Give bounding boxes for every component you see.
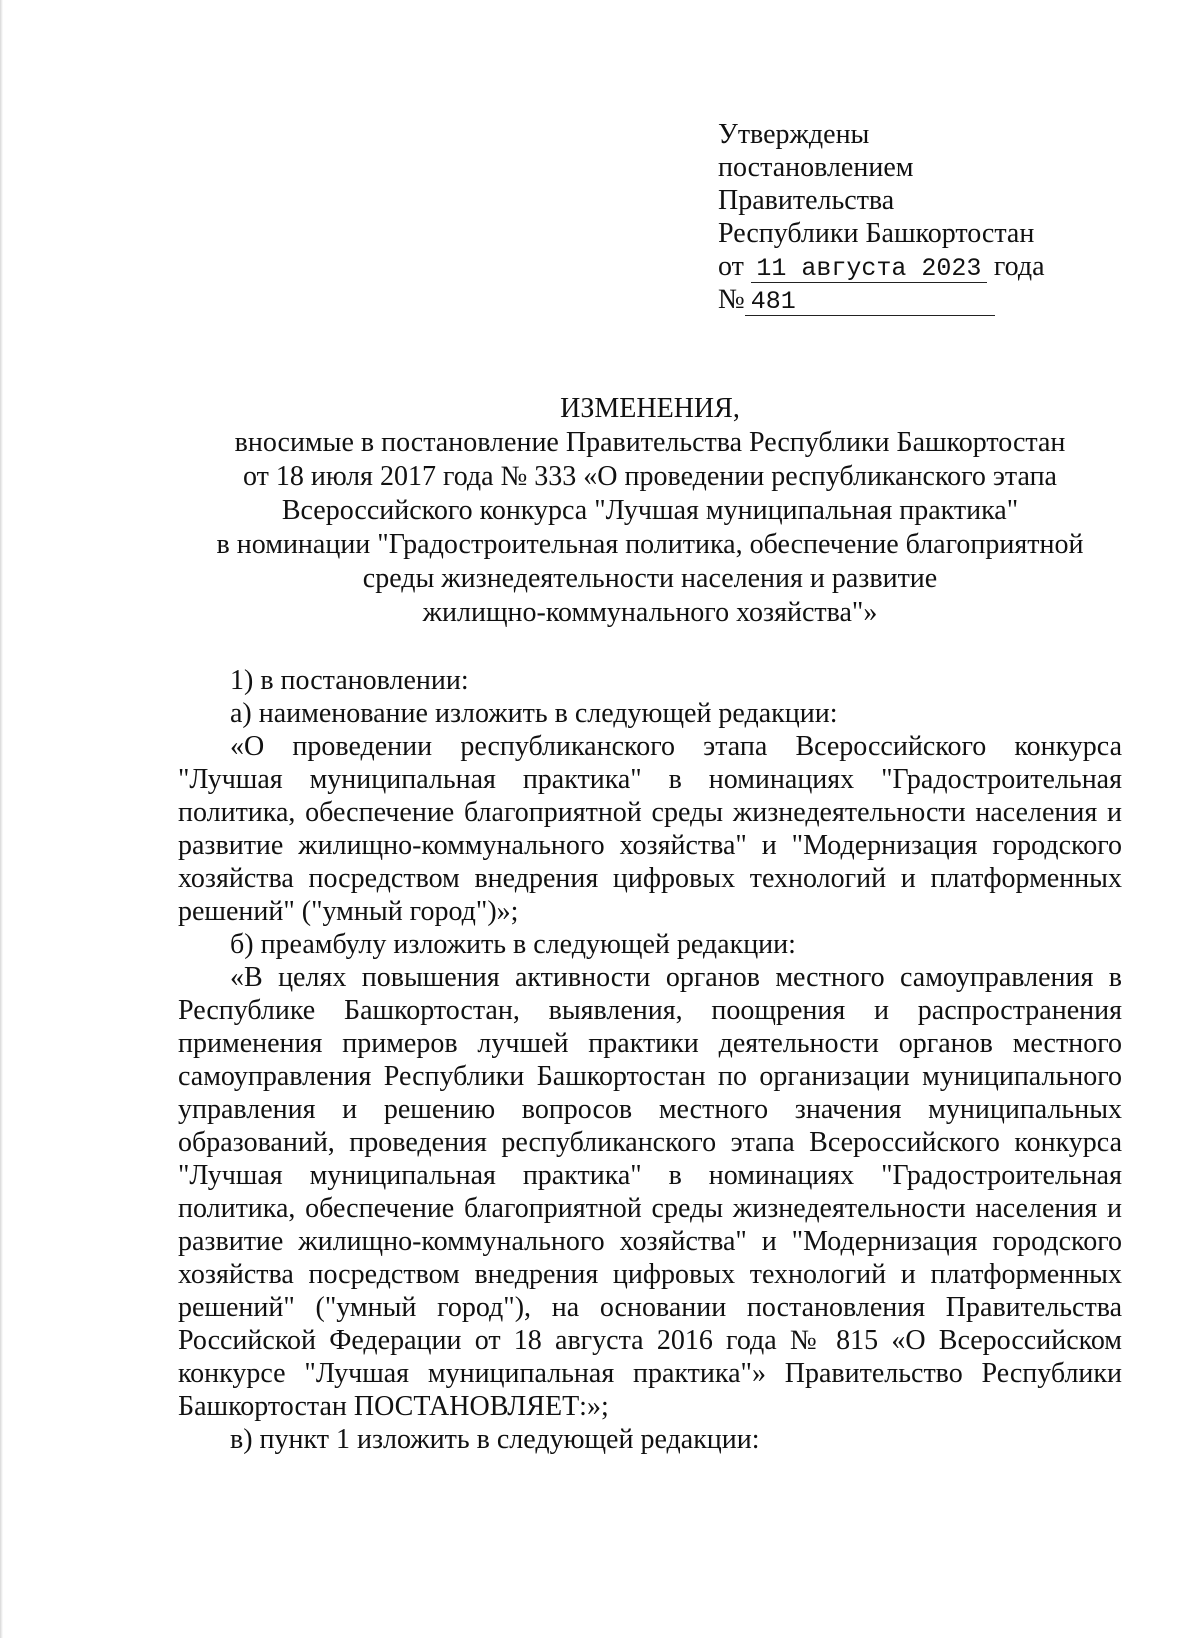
title-line-1: вносимые в постановление Правительства Республики Башкортостан bbox=[234, 427, 1066, 458]
date-value: 11 августа 2023 bbox=[751, 256, 987, 283]
approval-line-3: Правительства bbox=[718, 185, 895, 216]
date-prefix: от bbox=[718, 251, 744, 282]
paragraph-2: а) наименование изложить в следующей редакции: bbox=[230, 698, 838, 729]
approval-number-line bbox=[718, 283, 1078, 316]
approval-line-4: Республики Башкортостан bbox=[718, 218, 1035, 249]
title-line-4: в номинации "Градостроительная политика, обеспечение благоприятной bbox=[216, 529, 1084, 560]
paragraph-4: б) преамбулу изложить в следующей редакции: bbox=[230, 929, 796, 960]
approval-stamp bbox=[718, 118, 1078, 316]
title-line-2: от 18 июля 2017 года № 333 «О проведении республиканского этапа bbox=[243, 461, 1057, 492]
date-suffix: года bbox=[993, 251, 1045, 282]
approval-line-1: Утверждены bbox=[718, 119, 870, 150]
title-heading: ИЗМЕНЕНИЯ, bbox=[560, 393, 740, 424]
title-line-6: жилищно-коммунального хозяйства"» bbox=[422, 597, 878, 628]
approval-line-2: постановлением bbox=[718, 152, 914, 183]
scan-edge bbox=[0, 0, 3, 1638]
title-line-3: Всероссийского конкурса "Лучшая муниципальная практика" bbox=[281, 495, 1019, 526]
document-body bbox=[178, 664, 1122, 1456]
paragraph-3: «О проведении республиканского этапа Всероссийского конкурса "Лучшая муниципальная практика" в номинациях "Градостроительная политика, обеспечение благоприятной среды жизнедеятельности населения и развитие жилищно-коммунального хозяйства" и "Модернизация городского хозяйства посредством внедрения цифровых технологий и платформенных решений" ("умный город")»; bbox=[178, 731, 1122, 927]
title-line-5: среды жизнедеятельности населения и развитие bbox=[362, 563, 938, 594]
document-title bbox=[160, 392, 1140, 630]
number-prefix: № bbox=[718, 284, 745, 315]
number-value: 481 bbox=[745, 289, 995, 316]
paragraph-6: в) пункт 1 изложить в следующей редакции: bbox=[230, 1424, 760, 1455]
paragraph-1: 1) в постановлении: bbox=[230, 665, 469, 696]
approval-date-line bbox=[718, 250, 1078, 283]
paragraph-5: «В целях повышения активности органов местного самоуправления в Республике Башкортостан, выявления, поощрения и распространения применения примеров лучшей практики деятельности органов местного самоуправления Республики Башкортостан по организации муниципального управления и решению вопросов местного значения муниципальных образований, проведения республиканского этапа Всероссийского конкурса "Лучшая муниципальная практика" в номинациях "Градостроительная политика, обеспечение благоприятной среды жизнедеятельности населения и развитие жилищно-коммунального хозяйства" и "Модернизация городского хозяйства посредством внедрения цифровых технологий и платформенных решений" ("умный город"), на основании постановления Правительства Российской Федерации от 18 августа 2016 года № 815 «О Всероссийском конкурсе "Лучшая муниципальная практика"» Правительство Республики Башкортостан ПОСТАНОВЛЯЕТ:»; bbox=[178, 962, 1122, 1422]
